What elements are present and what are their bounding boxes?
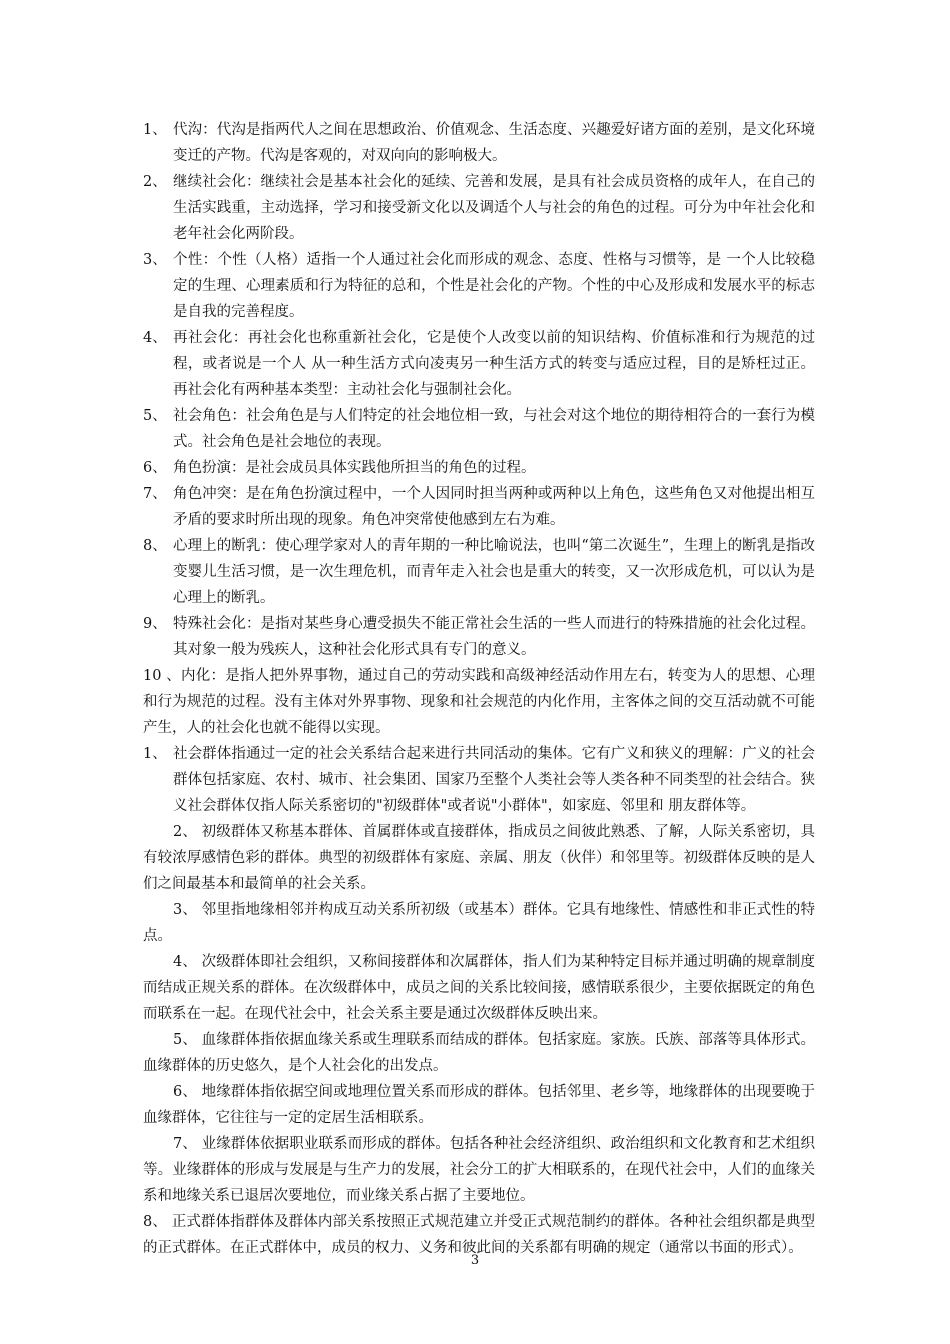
- definition-item-10: 10 、内化：是指人把外界事物，通过自己的劳动实践和高级神经活动作用左右，转变为人的思想、心理和行为规范的过程。没有主体对外界事物、现象和社会规范的内化作用，主客体之间的交互活动就不可能产生，人的社会化也就不能得以实现。: [143, 668, 815, 736]
- definition-item-4: [143, 325, 815, 403]
- item-text: 特殊社会化：是指对某些身心遭受损失不能正常社会生活的一些人而进行的特殊措施的社会化过程。其对象一般为残疾人，这种社会化形式具有专门的意义。: [173, 616, 815, 658]
- item-text: 社会角色：社会角色是与人们特定的社会地位相一致，与社会对这个地位的期待相符合的一套行为模式。社会角色是社会地位的表现。: [173, 408, 815, 450]
- definition-item-8: [143, 533, 815, 611]
- item-number: 3、: [143, 252, 167, 268]
- item-text: 再社会化：再社会化也称重新社会化，它是使个人改变以前的知识结构、价值标准和行为规范的过程，或者说是一个人 从一种生活方式向凌夷另一种生活方式的转变与适应过程，目的是矫枉过正。再社会化有两种基本类型：主动社会化与强制社会化。: [173, 330, 815, 398]
- definition-item-3: [143, 247, 815, 325]
- item-number: 6、: [143, 460, 167, 476]
- item-number: 1、: [143, 746, 167, 762]
- group-item-2: 2、 初级群体又称基本群体、首属群体或直接群体，指成员之间彼此熟悉、了解，人际关系密切，具有较浓厚感情色彩的群体。典型的初级群体有家庭、亲属、朋友（伙伴）和邻里等。初级群体反映的是人们之间最基本和最简单的社会关系。: [143, 824, 815, 892]
- definition-item-9: [143, 611, 815, 663]
- item-number: 7、: [143, 486, 167, 502]
- group-item-6: 6、 地缘群体指依据空间或地理位置关系而形成的群体。包括邻里、老乡等，地缘群体的出现要晚于血缘群体，它往往与一定的定居生活相联系。: [143, 1084, 815, 1126]
- definition-item-1: [143, 117, 815, 169]
- group-item-8: 8、 正式群体指群体及群体内部关系按照正式规范建立并受正式规范制约的群体。各种社会组织都是典型的正式群体。在正式群体中，成员的权力、义务和彼此间的关系都有明确的规定（通常以书面的形式）。: [143, 1214, 815, 1256]
- item-text: 个性：个性（人格）适指一个人通过社会化而形成的观念、态度、性格与习惯等，是 一个人比较稳定的生理、心理素质和行为特征的总和，个性是社会化的产物。个性的中心及形成和发展水平的标志是自我的完善程度。: [173, 252, 815, 320]
- group-item-4: 4、 次级群体即社会组织，又称间接群体和次属群体，指人们为某种特定目标并通过明确的规章制度而结成正规关系的群体。在次级群体中，成员之间的关系比较间接，感情联系很少，主要依据既定的角色而联系在一起。在现代社会中，社会关系主要是通过次级群体反映出来。: [143, 954, 815, 1022]
- group-item-3: 3、 邻里指地缘相邻并构成互动关系所初级（或基本）群体。它具有地缘性、情感性和非正式性的特点。: [143, 902, 815, 944]
- item-number: 2、: [143, 174, 167, 190]
- definition-item-5: [143, 403, 815, 455]
- item-text: 角色扮演：是社会成员具体实践他所担当的角色的过程。: [173, 460, 536, 476]
- page-body: [143, 117, 815, 1261]
- group-item-7: 7、 业缘群体依据职业联系而形成的群体。包括各种社会经济组织、政治组织和文化教育和艺术组织等。业缘群体的形成与发展是与生产力的发展，社会分工的扩大相联系的，在现代社会中，人们的血缘关系和地缘关系已退居次要地位，而业缘关系占据了主要地位。: [143, 1136, 815, 1204]
- page-number: 3: [470, 1253, 480, 1268]
- item-number: 5、: [143, 408, 167, 424]
- item-text: 继续社会化：继续社会是基本社会化的延续、完善和发展，是具有社会成员资格的成年人，在自己的生活实践重，主动选择，学习和接受新文化以及调适个人与社会的角色的过程。可分为中年社会化和老年社会化两阶段。: [173, 174, 815, 242]
- item-number: 8、: [143, 538, 167, 554]
- item-text: 代沟：代沟是指两代人之间在思想政治、价值观念、生活态度、兴趣爱好诸方面的差别，是文化环境变迁的产物。代沟是客观的，对双向向的影响极大。: [173, 122, 815, 164]
- definition-item-2: [143, 169, 815, 247]
- group-item-5: 5、 血缘群体指依据血缘关系或生理联系而结成的群体。包括家庭。家族。氏族、部落等具体形式。血缘群体的历史悠久，是个人社会化的出发点。: [143, 1032, 815, 1074]
- item-text: 角色冲突：是在角色扮演过程中，一个人因同时担当两种或两种以上角色，这些角色又对他提出相互矛盾的要求时所出现的现象。角色冲突常使他感到左右为难。: [173, 486, 815, 528]
- definition-item-7: [143, 481, 815, 533]
- group-item-1: [143, 741, 815, 819]
- item-text: 社会群体指通过一定的社会关系结合起来进行共同活动的集体。它有广义和狭义的理解：广义的社会群体包括家庭、农村、城市、社会集团、国家乃至整个人类社会等人类各种不同类型的社会结合。狭义社会群体仅指人际关系密切的"初级群体"或者说"小群体"，如家庭、邻里和 朋友群体等。: [173, 746, 815, 814]
- item-number: 4、: [143, 330, 167, 346]
- item-text: 心理上的断乳：使心理学家对人的青年期的一种比喻说法，也叫“第二次诞生”，生理上的断乳是指改变婴儿生活习惯，是一次生理危机，而青年走入社会也是重大的转变，又一次形成危机，可以认为是心理上的断乳。: [173, 538, 815, 606]
- definition-item-6: [143, 455, 815, 481]
- item-number: 1、: [143, 122, 167, 138]
- item-number: 9、: [143, 616, 167, 632]
